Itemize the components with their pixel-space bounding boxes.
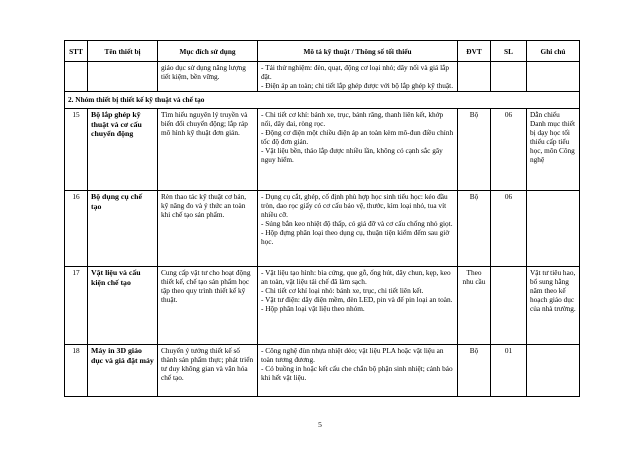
- continuation-stt: [65, 62, 88, 92]
- table-row: [65, 191, 580, 267]
- header-row: [65, 41, 580, 62]
- row-qty: [491, 267, 527, 345]
- row-note: Vật tư tiêu hao, bổ sung hằng năm theo kế hoạch giáo dục của nhà trường.: [527, 267, 580, 345]
- row-note: [527, 345, 580, 397]
- row-unit: Bộ: [458, 191, 491, 267]
- row-spec: [258, 345, 458, 397]
- spec-line: - Có buồng in hoặc kết cấu che chắn bộ phận sinh nhiệt; cảnh báo khi hết vật liệu.: [261, 364, 453, 382]
- row-purpose: Cung cấp vật tư cho hoạt động thiết kế, chế tạo sản phẩm học tập theo quy trình thiết kế kỹ thuật.: [158, 267, 258, 345]
- continuation-note: [527, 62, 580, 92]
- spec-line: - Vật liệu tạo hình: bìa cứng, que gỗ, ống hút, dây chun, kẹp, keo an toàn, vật liệu tái chế đã làm sạch.: [261, 268, 451, 286]
- continuation-unit: [458, 62, 491, 92]
- row-stt: 17: [65, 267, 88, 345]
- spec-line: - Chi tiết cơ khí: bánh xe, trục, bánh răng, thanh liên kết, khớp nối, dây đai, ròng rọc.: [261, 110, 444, 128]
- row-purpose: Chuyển ý tưởng thiết kế số thành sản phẩm thực; phát triển tư duy không gian và văn hóa chế tạo.: [158, 345, 258, 397]
- row-unit: Theo nhu cầu: [458, 267, 491, 345]
- header-unit: ĐVT: [458, 41, 491, 62]
- header-spec: Mô tả kỹ thuật / Thông số tối thiểu: [258, 41, 458, 62]
- continuation-purpose: giáo dục sử dụng năng lượng tiết kiệm, bền vững.: [158, 62, 258, 92]
- spec-line: - Dụng cụ cắt, ghép, cố định phù hợp học sinh tiểu học: kéo đầu tròn, dao rọc giấy có cơ cấu bảo vệ, thước, kìm loại nhỏ, tua vít nhiều cỡ.: [261, 192, 448, 219]
- header-stt: STT: [65, 41, 88, 62]
- continuation-row: [65, 62, 580, 92]
- row-qty: 01: [491, 345, 527, 397]
- table-row: [65, 109, 580, 191]
- row-unit: Bộ: [458, 345, 491, 397]
- header-note: Ghi chú: [527, 41, 580, 62]
- row-purpose: Tìm hiểu nguyên lý truyền và biến đổi chuyển động; lắp ráp mô hình kỹ thuật đơn giản.: [158, 109, 258, 191]
- row-spec: [258, 191, 458, 267]
- row-unit: Bộ: [458, 109, 491, 191]
- row-name: Bộ dụng cụ chế tạo: [88, 191, 158, 267]
- row-purpose: Rèn thao tác kỹ thuật cơ bản, kỹ năng đo và ý thức an toàn khi chế tạo sản phẩm.: [158, 191, 258, 267]
- continuation-qty: [491, 62, 527, 92]
- row-name: Bộ lắp ghép kỹ thuật và cơ cấu chuyển động: [88, 109, 158, 191]
- spec-line: - Súng bắn keo nhiệt độ thấp, có giá đỡ và cơ cấu chống nhỏ giọt.: [261, 219, 453, 228]
- row-stt: 15: [65, 109, 88, 191]
- row-name: Vật liệu và cấu kiện chế tạo: [88, 267, 158, 345]
- table-row: [65, 345, 580, 397]
- spec-line: - Động cơ điện một chiều điện áp an toàn kèm mô-đun điều chỉnh tốc độ đơn giản.: [261, 128, 454, 146]
- spec-line: - Hộp phân loại vật liệu theo nhóm.: [261, 304, 365, 313]
- row-note: [527, 191, 580, 267]
- spec-line: - Chi tiết cơ khí loại nhỏ: bánh xe, trục, chi tiết liên kết.: [261, 286, 424, 295]
- row-name: Máy in 3D giáo dục và giá đặt máy: [88, 345, 158, 397]
- spec-line: - Vật liệu bền, tháo lắp được nhiều lần, không có cạnh sắc gây nguy hiểm.: [261, 146, 443, 164]
- spec-line: - Công nghệ đùn nhựa nhiệt dẻo; vật liệu PLA hoặc vật liệu an toàn tương đương.: [261, 346, 444, 364]
- equipment-table: [64, 40, 580, 397]
- section-row: [65, 92, 580, 109]
- row-spec: [258, 109, 458, 191]
- row-stt: 18: [65, 345, 88, 397]
- row-qty: 06: [491, 109, 527, 191]
- header-purpose: Mục đích sử dụng: [158, 41, 258, 62]
- page-number: 5: [318, 420, 322, 429]
- header-qty: SL: [491, 41, 527, 62]
- spec-line: - Điện áp an toàn; chi tiết lắp ghép được với bộ lắp ghép kỹ thuật.: [261, 81, 454, 90]
- continuation-name: [88, 62, 158, 92]
- row-spec: [258, 267, 458, 345]
- header-name: Tên thiết bị: [88, 41, 158, 62]
- section-title: 2. Nhóm thiết bị thiết kế kỹ thuật và chế tạo: [65, 92, 580, 109]
- table-row: [65, 267, 580, 345]
- spec-line: - Vật tư điện: dây điện mềm, đèn LED, pin và đế pin loại an toàn.: [261, 295, 453, 304]
- spec-line: - Hộp đựng phân loại theo dụng cụ, thuận tiện kiểm đếm sau giờ học.: [261, 228, 450, 246]
- row-note: Dẫn chiếu Danh mục thiết bị dạy học tối thiểu cấp tiểu học, môn Công nghệ: [527, 109, 580, 191]
- spec-line: - Tải thử nghiệm: đèn, quạt, động cơ loại nhỏ; dây nối và giá lắp đặt.: [261, 63, 450, 81]
- continuation-spec: [258, 62, 458, 92]
- row-qty: 06: [491, 191, 527, 267]
- row-stt: 16: [65, 191, 88, 267]
